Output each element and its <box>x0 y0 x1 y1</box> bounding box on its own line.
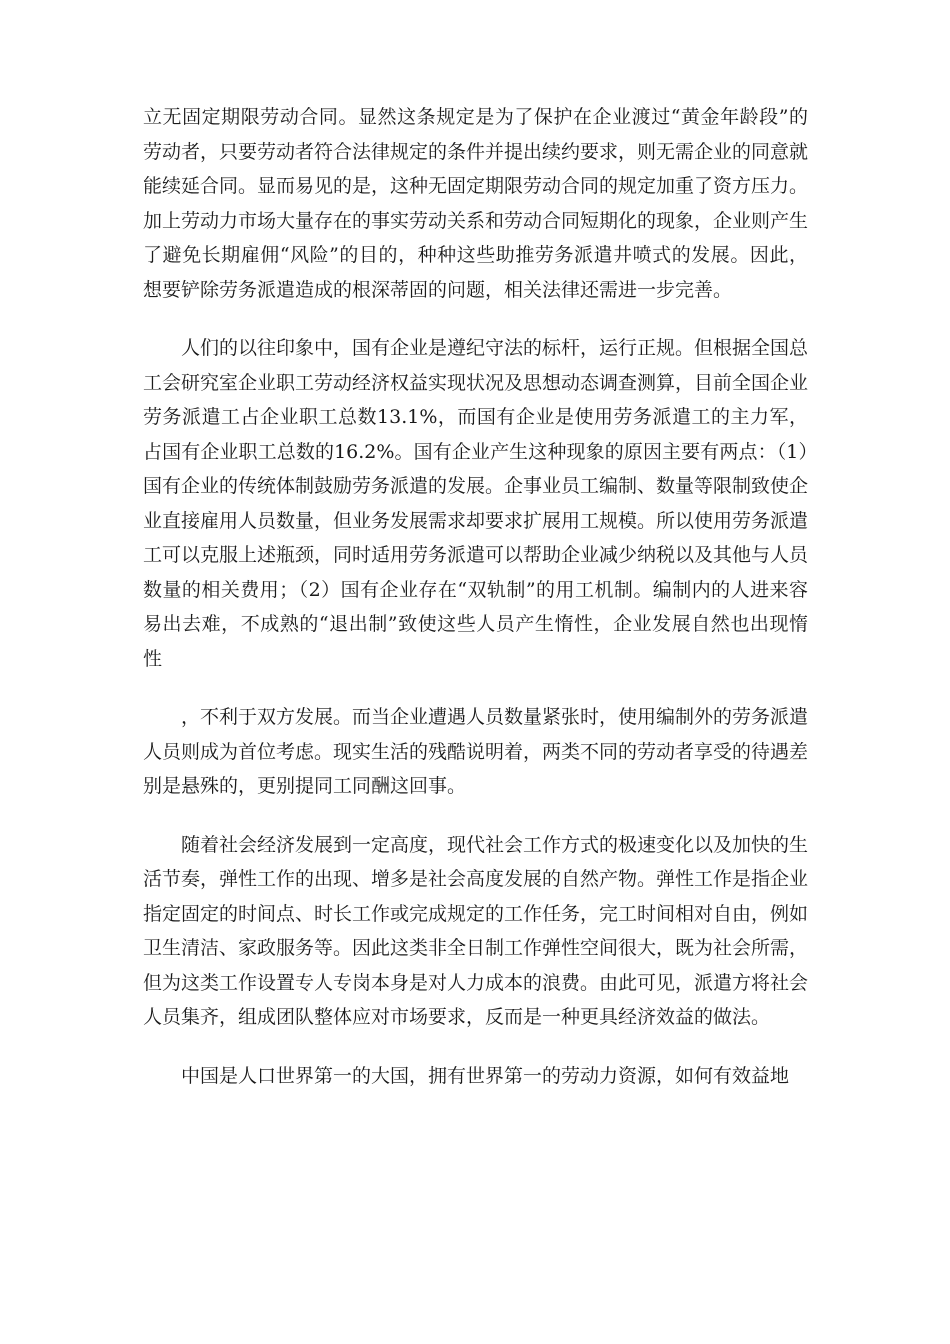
paragraph-1: 立无固定期限劳动合同。显然这条规定是为了保护在企业渡过“黄金年龄段”的劳动者，只要劳动者符合法律规定的条件并提出续约要求，则无需企业的同意就能续延合同。显而易见的是，这种无固定期限劳动合同的规定加重了资方压力。加上劳动力市场大量存在的事实劳动关系和劳动合同短期化的现象，企业则产生了避免长期雇佣“风险”的目的，种种这些助推劳务派遣井喷式的发展。因此，想要铲除劳务派遣造成的根深蒂固的问题，相关法律还需进一步完善。 <box>143 106 809 301</box>
paragraph-4: 随着社会经济发展到一定高度，现代社会工作方式的极速变化以及加快的生活节奏，弹性工作的出现、增多是社会高度发展的自然产物。弹性工作是指企业指定固定的时间点、时长工作或完成规定的工作任务，完工时间相对自由，例如卫生清洁、家政服务等。因此这类非全日制工作弹性空间很大，既为社会所需，但为这类工作设置专人专岗本身是对人力成本的浪费。由此可见，派遣方将社会人员集齐，组成团队整体应对市场要求，反而是一种更具经济效益的做法。 <box>143 833 809 1028</box>
paragraph-5: 中国是人口世界第一的大国，拥有世界第一的劳动力资源，如何有效益地 <box>181 1064 790 1087</box>
paragraph-3: ，不利于双方发展。而当企业遭遇人员数量紧张时，使用编制外的劳务派遣人员则成为首位考虑。现实生活的残酷说明着，两类不同的劳动者享受的待遇差别是悬殊的，更别提同工同酬这回事。 <box>143 706 809 797</box>
document-body <box>143 100 808 1117</box>
paragraph-2: 人们的以往印象中，国有企业是遵纪守法的标杆，运行正规。但根据全国总工会研究室企业职工劳动经济权益实现状况及思想动态调查测算，目前全国企业劳务派遣工占企业职工总数13.1%，而国有企业是使用劳务派遣工的主力军，占国有企业职工总数的16.2%。国有企业产生这种现象的原因主要有两点：（1）国有企业的传统体制鼓励劳务派遣的发展。企事业员工编制、数量等限制致使企业直接雇用人员数量，但业务发展需求却要求扩展用工规模。所以使用劳务派遣工可以克服上述瓶颈，同时适用劳务派遣可以帮助企业减少纳税以及其他与人员数量的相关费用；（2）国有企业存在“双轨制”的用工机制。编制内的人进来容易出去难，不成熟的“退出制”致使这些人员产生惰性，企业发展自然也出现惰性 <box>143 337 809 670</box>
